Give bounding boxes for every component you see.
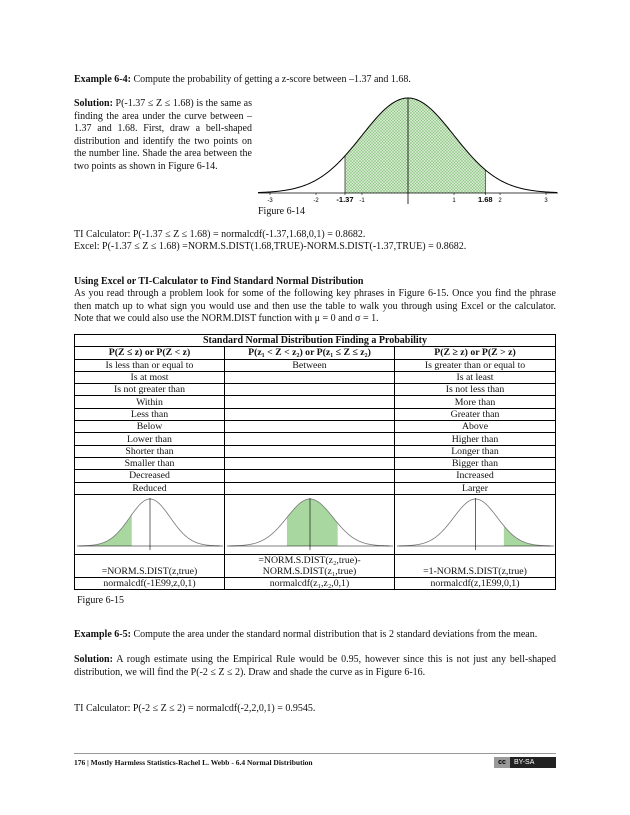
phrase-between [225,445,395,457]
cc-license-badge [494,757,556,768]
phrase-between [225,470,395,482]
phrase-left: Decreased [75,470,225,482]
license-text: BY-SA [514,759,535,766]
tick-label: -1.37 [336,195,354,204]
header-left: P(Z ≤ z) or P(Z < z) [75,347,225,359]
cc-icon: cc [494,757,510,768]
excel-between: =NORM.S.DIST(z₂,true)-NORM.S.DIST(z₁,true) [225,554,395,577]
phrase-between [225,396,395,408]
table-row [75,384,556,396]
phrase-left: Below [75,421,225,433]
section-heading [74,276,556,289]
phrase-right: Above [395,421,556,433]
example-text: Compute the area under the standard normal distribution that is 2 standard deviations from the mean. [130,629,538,640]
shaded-region [286,499,337,546]
phrase-left: Lower than [75,433,225,445]
phrase-right: Is greater than or equal to [395,359,556,371]
solution-6-5 [74,654,556,679]
phrase-between [225,421,395,433]
phrase-between [225,457,395,469]
example-6-4 [74,74,556,87]
table-row [75,470,556,482]
excel-left: =NORM.S.DIST(z,true) [75,554,225,577]
table-row [75,482,556,494]
phrase-between [225,433,395,445]
phrase-between: Between [225,359,395,371]
excel-line: Excel: P(-1.37 ≤ Z ≤ 1.68) =NORM.S.DIST(1.68,TRUE)-NORM.S.DIST(-1.37,TRUE) = 0.8682. [74,241,467,252]
phrase-left: Is less than or equal to [75,359,225,371]
table-title: Standard Normal Distribution Finding a Probability [75,335,556,347]
table-row [75,421,556,433]
phrase-left: Shorter than [75,445,225,457]
phrase-between [225,408,395,420]
table-row [75,457,556,469]
phrase-between [225,371,395,383]
table-row [75,371,556,383]
page-footer: 176 | Mostly Harmless Statistics-Rachel L. Webb - 6.4 Normal Distribution [74,758,313,767]
phrase-right: More than [395,396,556,408]
right-tail-curve [397,495,554,551]
probability-table [74,334,556,590]
header-right: P(Z ≥ z) or P(Z > z) [395,347,556,359]
between-curve [227,495,393,551]
phrase-right: Greater than [395,408,556,420]
section-heading-text: Using Excel or TI-Calculator to Find Standard Normal Distribution [74,276,364,287]
figure-6-15-caption: Figure 6-15 [77,595,124,606]
phrase-right: Higher than [395,433,556,445]
phrase-left: Reduced [75,482,225,494]
solution-label: Solution: [74,98,113,109]
ti-calculator-line: TI Calculator: P(-1.37 ≤ Z ≤ 1.68) = normalcdf(-1.37,1.68,0,1) = 0.8682. [74,229,366,240]
table-row [75,408,556,420]
phrase-left: Is at most [75,371,225,383]
section-body: As you read through a problem look for some of the following key phrases in Figure 6-15. Once you find the phrase then match up to what sign you would use and then use the table to walk you through using Excel or the calculator. Note that we could also use the NORM.DIST function with μ = 0 and σ = 1. [74,288,556,324]
ti-left: normalcdf(-1E99,z,0,1) [75,577,225,589]
phrase-right: Is at least [395,371,556,383]
curve-left-tail [75,494,225,554]
table-row [75,396,556,408]
phrase-right: Bigger than [395,457,556,469]
curve-between [225,494,395,554]
phrase-right: Is not less than [395,384,556,396]
tick-label: 1 [452,198,456,204]
example-text: Compute the probability of getting a z-score between –1.37 and 1.68. [130,74,411,85]
solution-6-4 [74,98,252,173]
figure-6-14-curve [258,92,558,210]
footer-rule [74,753,556,754]
phrase-left: Within [75,396,225,408]
phrase-right: Increased [395,470,556,482]
ti-calculator-line-6-5: TI Calculator: P(-2 ≤ Z ≤ 2) = normalcdf(-2,2,0,1) = 0.9545. [74,703,316,714]
solution-text: A rough estimate using the Empirical Rule would be 0.95, however since this is not just any bell-shaped distribution, we will find the P(-2 ≤ Z ≤ 2). Draw and shade the curve as in Figure 6-16. [74,654,556,678]
phrase-between [225,482,395,494]
phrase-right: Larger [395,482,556,494]
table-row [75,359,556,371]
phrase-left: Smaller than [75,457,225,469]
table-row [75,445,556,457]
excel-right: =1-NORM.S.DIST(z,true) [395,554,556,577]
example-6-5 [74,629,556,642]
header-between: P(z₁ < Z < z₂) or P(z₁ ≤ Z ≤ z₂) [225,347,395,359]
left-tail-curve [77,495,223,551]
table-row [75,433,556,445]
tick-label: 1.68 [477,195,493,204]
tick-label: -3 [267,198,273,204]
ti-between: normalcdf(z₁,z₂,0,1) [225,577,395,589]
tick-label: -1 [359,198,365,204]
phrase-right: Longer than [395,445,556,457]
phrase-left: Less than [75,408,225,420]
example-label: Example 6-5: [74,629,131,640]
tick-label: 3 [544,198,548,204]
shaded-area [345,98,485,193]
shaded-region [79,515,132,546]
example-label: Example 6-4: [74,74,131,85]
solution-text: P(-1.37 ≤ Z ≤ 1.68) is the same as finding the area under the curve between –1.37 and 1.68. First, draw a bell-shaped distribution and identify the two points on the number line. Shade the area between the two points as shown in Figure 6-14. [74,98,252,172]
tick-label: -2 [313,198,319,204]
phrase-between [225,384,395,396]
curve-right-tail [395,494,556,554]
ti-right: normalcdf(z,1E99,0,1) [395,577,556,589]
phrase-left: Is not greater than [75,384,225,396]
figure-6-14-caption: Figure 6-14 [258,206,305,217]
tick-label: 2 [498,198,502,204]
solution-label: Solution: [74,654,113,665]
